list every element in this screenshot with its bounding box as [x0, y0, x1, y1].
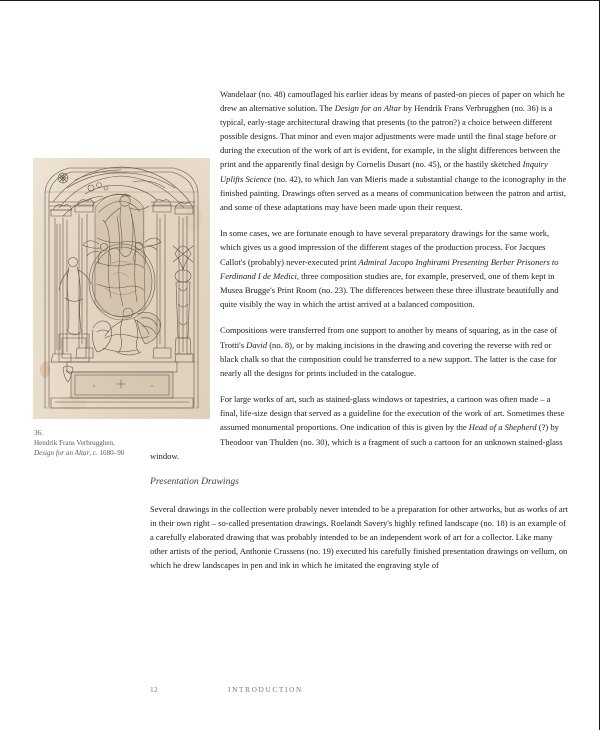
- title-admiral-jacopo-inghirami: Admiral Jacopo Inghirami Presenting Berber Prisoners to Ferdinand I de Medici: [220, 256, 559, 281]
- paragraph-4-part-b: (?) by Theodoor van Thulden (no. 30), which is a fragment of such a cartoon for an unknown stained-glass window.: [150, 422, 563, 461]
- paragraph-3-part-a: Compositions were transferred from one support to another by means of squaring, as in the case of Trotti's: [220, 325, 558, 350]
- title-design-for-an-altar: Design for an Altar: [334, 103, 402, 114]
- running-head: INTRODUCTION: [228, 685, 303, 694]
- title-head-of-a-shepherd: Head of a Shepherd: [468, 422, 537, 433]
- paragraph-2-part-b: , three composition studies are, for example, preserved, one of them kept in Musea Brugge's Print Room (no. 23). The differences between these three illustrate beautifully and quite visibly the way in which the artist arrived at a balanced composition.: [220, 270, 559, 309]
- body-text-column: [150, 87, 569, 572]
- caption-title-text: Design for an Altar: [34, 448, 90, 457]
- paragraph-2-part-a: In some cases, we are fortunate enough to have several preparatory drawings for the same work, which gives us a good impression of the different stages of the production process. For Jacques Callot's (probably) never-executed print: [220, 228, 550, 267]
- section-heading-presentation-drawings: Presentation Drawings: [150, 476, 239, 488]
- paragraph-1-part-a: Wandelaar (no. 48) camouflaged his earlier ideas by means of pasted-on pieces of paper on which he drew an alternative solution. The: [220, 89, 565, 114]
- paragraph-4-part-a: For large works of art, such as stained-glass windows or tapestries, a cartoon was often made – a final, life-size design that served as a guideline for the execution of the work of art. Sometimes these assumed monumental proportions. One indication of this is given by the: [220, 394, 565, 433]
- paragraph-1-part-c: (no. 42), to which Jan van Mieris made a substantial change to the iconography in the finished painting. Drawings often served as a means of communication between the patron and artist, and some of these adaptations may have been made upon their request.: [220, 173, 567, 212]
- page-footer: [150, 685, 569, 699]
- figure-text-wrap-spacer: [150, 87, 220, 437]
- folio-number: 12: [150, 685, 158, 694]
- caption-artist: Hendrik Frans Verbrugghen,: [34, 438, 115, 447]
- caption-date: , c. 1680–90: [89, 448, 125, 457]
- paragraph-3-part-b: (no. 8), or by making incisions in the drawing and covering the reverse with red or black chalk so that the composition could be transferred to a new support. The latter is the case for nearly all the designs for prints included in the catalogue.: [220, 339, 557, 378]
- caption-number: 36.: [34, 429, 43, 437]
- title-david: David: [246, 339, 268, 350]
- paragraph-5: Several drawings in the collection were probably never intended to be a preparation for other artworks, but as works of art in their own right – so-called presentation drawings. Roelandt Savery's highly refined landscape (no. 18) is an example of a carefully elaborated drawing that was probably intended to be an independent work of art for a collector. Like many other artists of the period, Anthonie Crussens (no. 19) executed his carefully finished presentation drawings on vellum, on which he drew landscapes in pen and ink in which he imitated the engraving style of: [150, 503, 568, 571]
- paragraph-1-part-b: by Hendrik Frans Verbrugghen (no. 36) is a typical, early-stage architectural drawing that presents (to the patron?) a choice between different possible designs. That minor and even major adjustments were made until the final stage before or during the execution of the work of art is evident, for example, in the slight differences between the print and the apparently final design by Cornelis Dusart (no. 45), or the hastily sketched: [220, 103, 561, 170]
- title-inquiry-uplifts-science: Inquiry Uplifts Science: [220, 159, 548, 184]
